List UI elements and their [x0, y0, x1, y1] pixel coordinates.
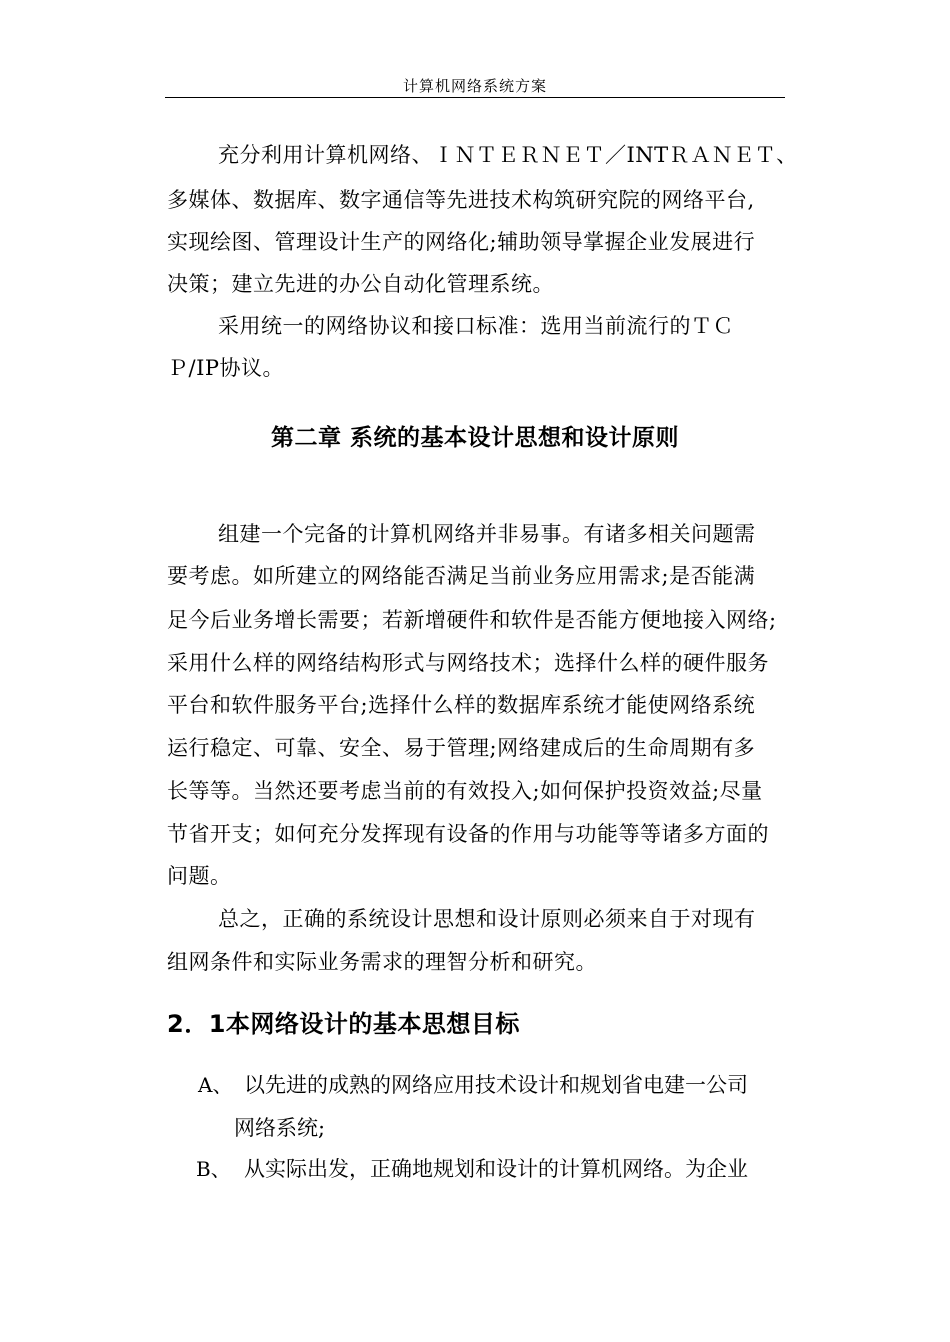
list-marker: A、 — [198, 1073, 233, 1097]
chapter-para1-line: 足今后业务增长需要；若新增硬件和软件是否能方便地接入网络; — [167, 608, 777, 632]
list-item-line: 从实际出发，正确地规划和设计的计算机网络。为企业 — [244, 1157, 748, 1181]
intro-para1-line: 多媒体、数据库、数字通信等先进技术构筑研究院的网络平台, — [167, 188, 755, 212]
chapter-para1-line: 平台和软件服务平台;选择什么样的数据库系统才能使网络系统 — [167, 693, 756, 717]
intro-para2-line: Ｐ/IP协议。 — [167, 356, 285, 380]
list-marker: B、 — [196, 1157, 231, 1181]
intro-para1-line: 决策；建立先进的办公自动化管理系统。 — [167, 272, 554, 296]
intro-para1-line: 实现绘图、管理设计生产的网络化;辅助领导掌握企业发展进行 — [167, 230, 756, 254]
list-item-line: 网络系统; — [234, 1116, 326, 1140]
chapter-title: 第二章 系统的基本设计思想和设计原则 — [270, 425, 679, 451]
chapter-para1-line: 采用什么样的网络结构形式与网络技术；选择什么样的硬件服务 — [167, 651, 769, 675]
intro-para1-line: 充分利用计算机网络、ＩＮＴＥＲＮＥＴ／INTＲＡＮＥＴ、 — [218, 143, 798, 167]
chapter-para2-line: 总之，正确的系统设计思想和设计原则必须来自于对现有 — [218, 907, 756, 931]
chapter-para1-line: 要考虑。如所建立的网络能否满足当前业务应用需求;是否能满 — [167, 564, 756, 588]
chapter-para1-line: 问题。 — [167, 864, 232, 888]
chapter-para1-line: 长等等。当然还要考虑当前的有效投入;如何保护投资效益;尽量 — [167, 779, 763, 803]
list-item-line: 以先进的成熟的网络应用技术设计和规划省电建一公司 — [244, 1073, 748, 1097]
section-title: 2．1本网络设计的基本思想目标 — [167, 1010, 520, 1038]
page-header: 计算机网络系统方案 — [402, 77, 547, 95]
chapter-para1-line: 运行稳定、可靠、安全、易于管理;网络建成后的生命周期有多 — [167, 736, 756, 760]
chapter-para1-line: 组建一个完备的计算机网络并非易事。有诸多相关问题需 — [218, 522, 756, 546]
chapter-para2-line: 组网条件和实际业务需求的理智分析和研究。 — [167, 950, 597, 974]
chapter-para1-line: 节省开支；如何充分发挥现有设备的作用与功能等等诸多方面的 — [167, 822, 769, 846]
intro-para2-line: 采用统一的网络协议和接口标准：选用当前流行的ＴＣ — [218, 314, 734, 338]
header-rule — [165, 97, 785, 98]
